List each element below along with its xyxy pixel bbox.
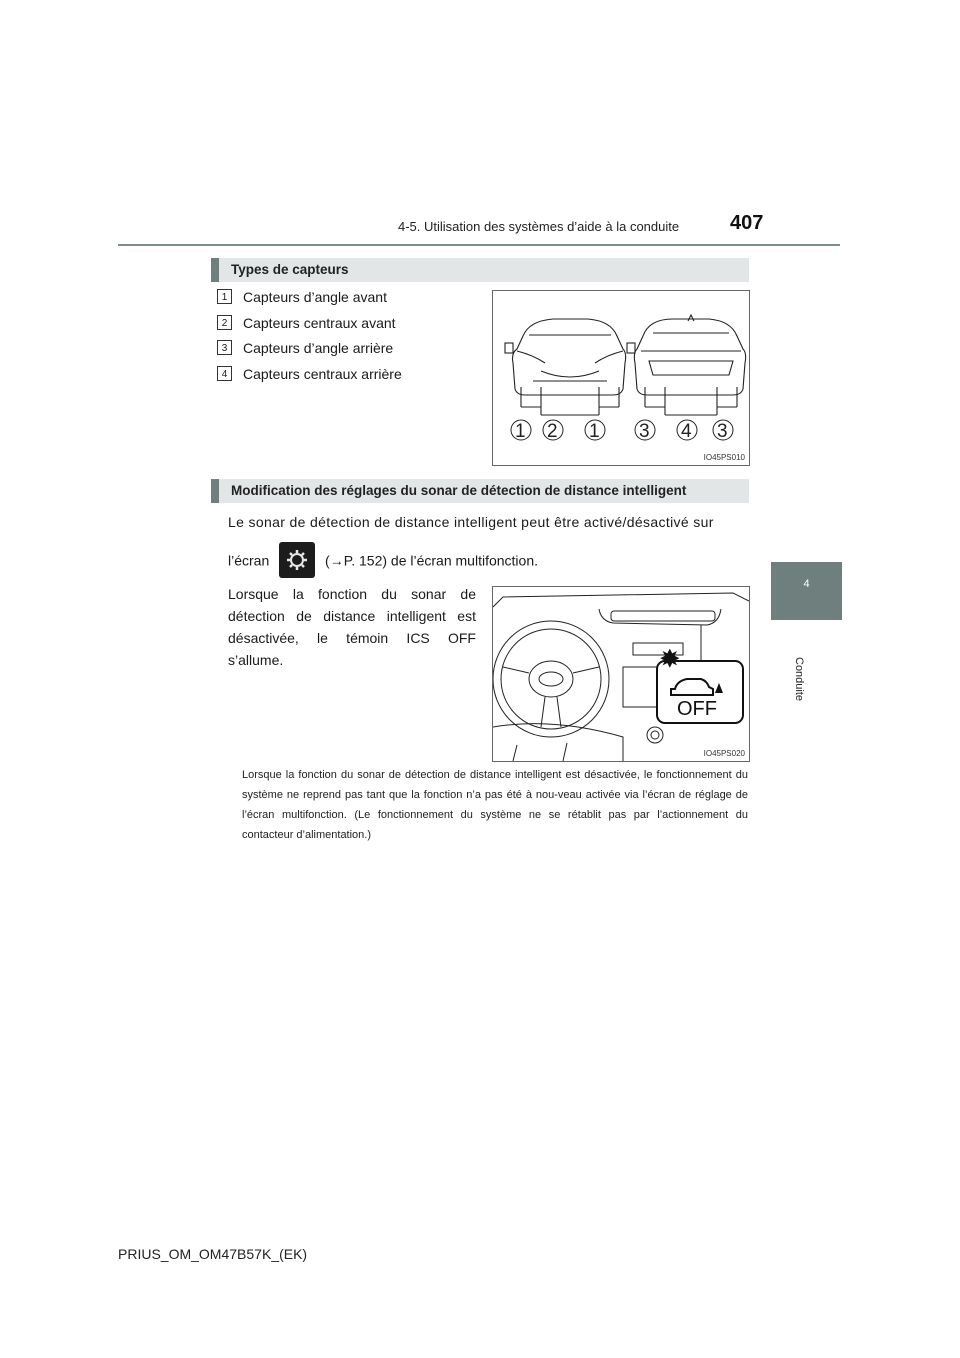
paragraph-line: détection de distance intelligent est <box>228 608 476 624</box>
chapter-number: 4 <box>803 578 810 590</box>
running-header: 4-5. Utilisation des systèmes d’aide à la conduite <box>398 219 680 234</box>
figure-code: IO45PS010 <box>703 453 745 462</box>
callout-number: 2 <box>547 421 558 442</box>
list-item: Capteurs d’angle avant <box>243 289 387 305</box>
callout-number: 3 <box>717 421 728 442</box>
paragraph-line: s’allume. <box>228 652 284 668</box>
dashboard-figure <box>492 586 750 762</box>
item-number: 2 <box>217 315 232 330</box>
page-number: 407 <box>730 212 764 234</box>
callout-number: 4 <box>681 421 692 442</box>
figure-code: IO45PS020 <box>703 749 745 758</box>
chapter-tab <box>771 562 842 620</box>
section-heading-settings <box>211 479 749 503</box>
chapter-title: Conduite <box>793 657 805 702</box>
sensor-location-figure <box>492 290 750 466</box>
item-number: 1 <box>217 289 232 304</box>
dashboard-illustration <box>493 587 749 761</box>
list-item: Capteurs d’angle arrière <box>243 340 394 356</box>
paragraph-prefix: l’écran <box>228 552 270 569</box>
list-item: Capteurs centraux avant <box>243 315 396 331</box>
paragraph-line <box>228 544 538 580</box>
item-number: 4 <box>217 366 232 381</box>
indicator-off-label: OFF <box>677 698 717 720</box>
header-rule <box>118 244 840 246</box>
car-front-rear-illustration <box>493 291 749 465</box>
note-paragraph: Lorsque la fonction du sonar de détection de distance intelligent est désactivée, le fonctionnement du système ne reprend pas tant que la fonction n’a pas été à nou-veau activée via l’écran de réglage de l’écran multifonction. (Le fonctionnement du système ne se rétablit pas par l’actionnement du contacteur d’alimentation.) <box>242 769 748 841</box>
callout-number: 1 <box>515 421 526 442</box>
callout-number: 1 <box>589 421 600 442</box>
section-title: Modification des réglages du sonar de détection de distance intelligent <box>231 483 687 498</box>
section-title: Types de capteurs <box>231 262 349 277</box>
paragraph-line: désactivée, le témoin ICS OFF <box>228 630 476 646</box>
section-heading-sensor-types <box>211 258 749 282</box>
paragraph-line: Le sonar de détection de distance intelligent peut être activé/désactivé sur <box>228 514 714 530</box>
item-number: 3 <box>217 340 232 355</box>
list-item: Capteurs centraux arrière <box>243 366 402 382</box>
paragraph-line: Lorsque la fonction du sonar de <box>228 586 476 602</box>
gear-icon <box>279 542 315 578</box>
document-id: PRIUS_OM_OM47B57K_(EK) <box>118 1246 308 1262</box>
settings-gear-icon <box>279 542 315 578</box>
callout-number: 3 <box>639 421 650 442</box>
paragraph-suffix: (→P. 152) de l’écran multifonction. <box>325 552 538 569</box>
